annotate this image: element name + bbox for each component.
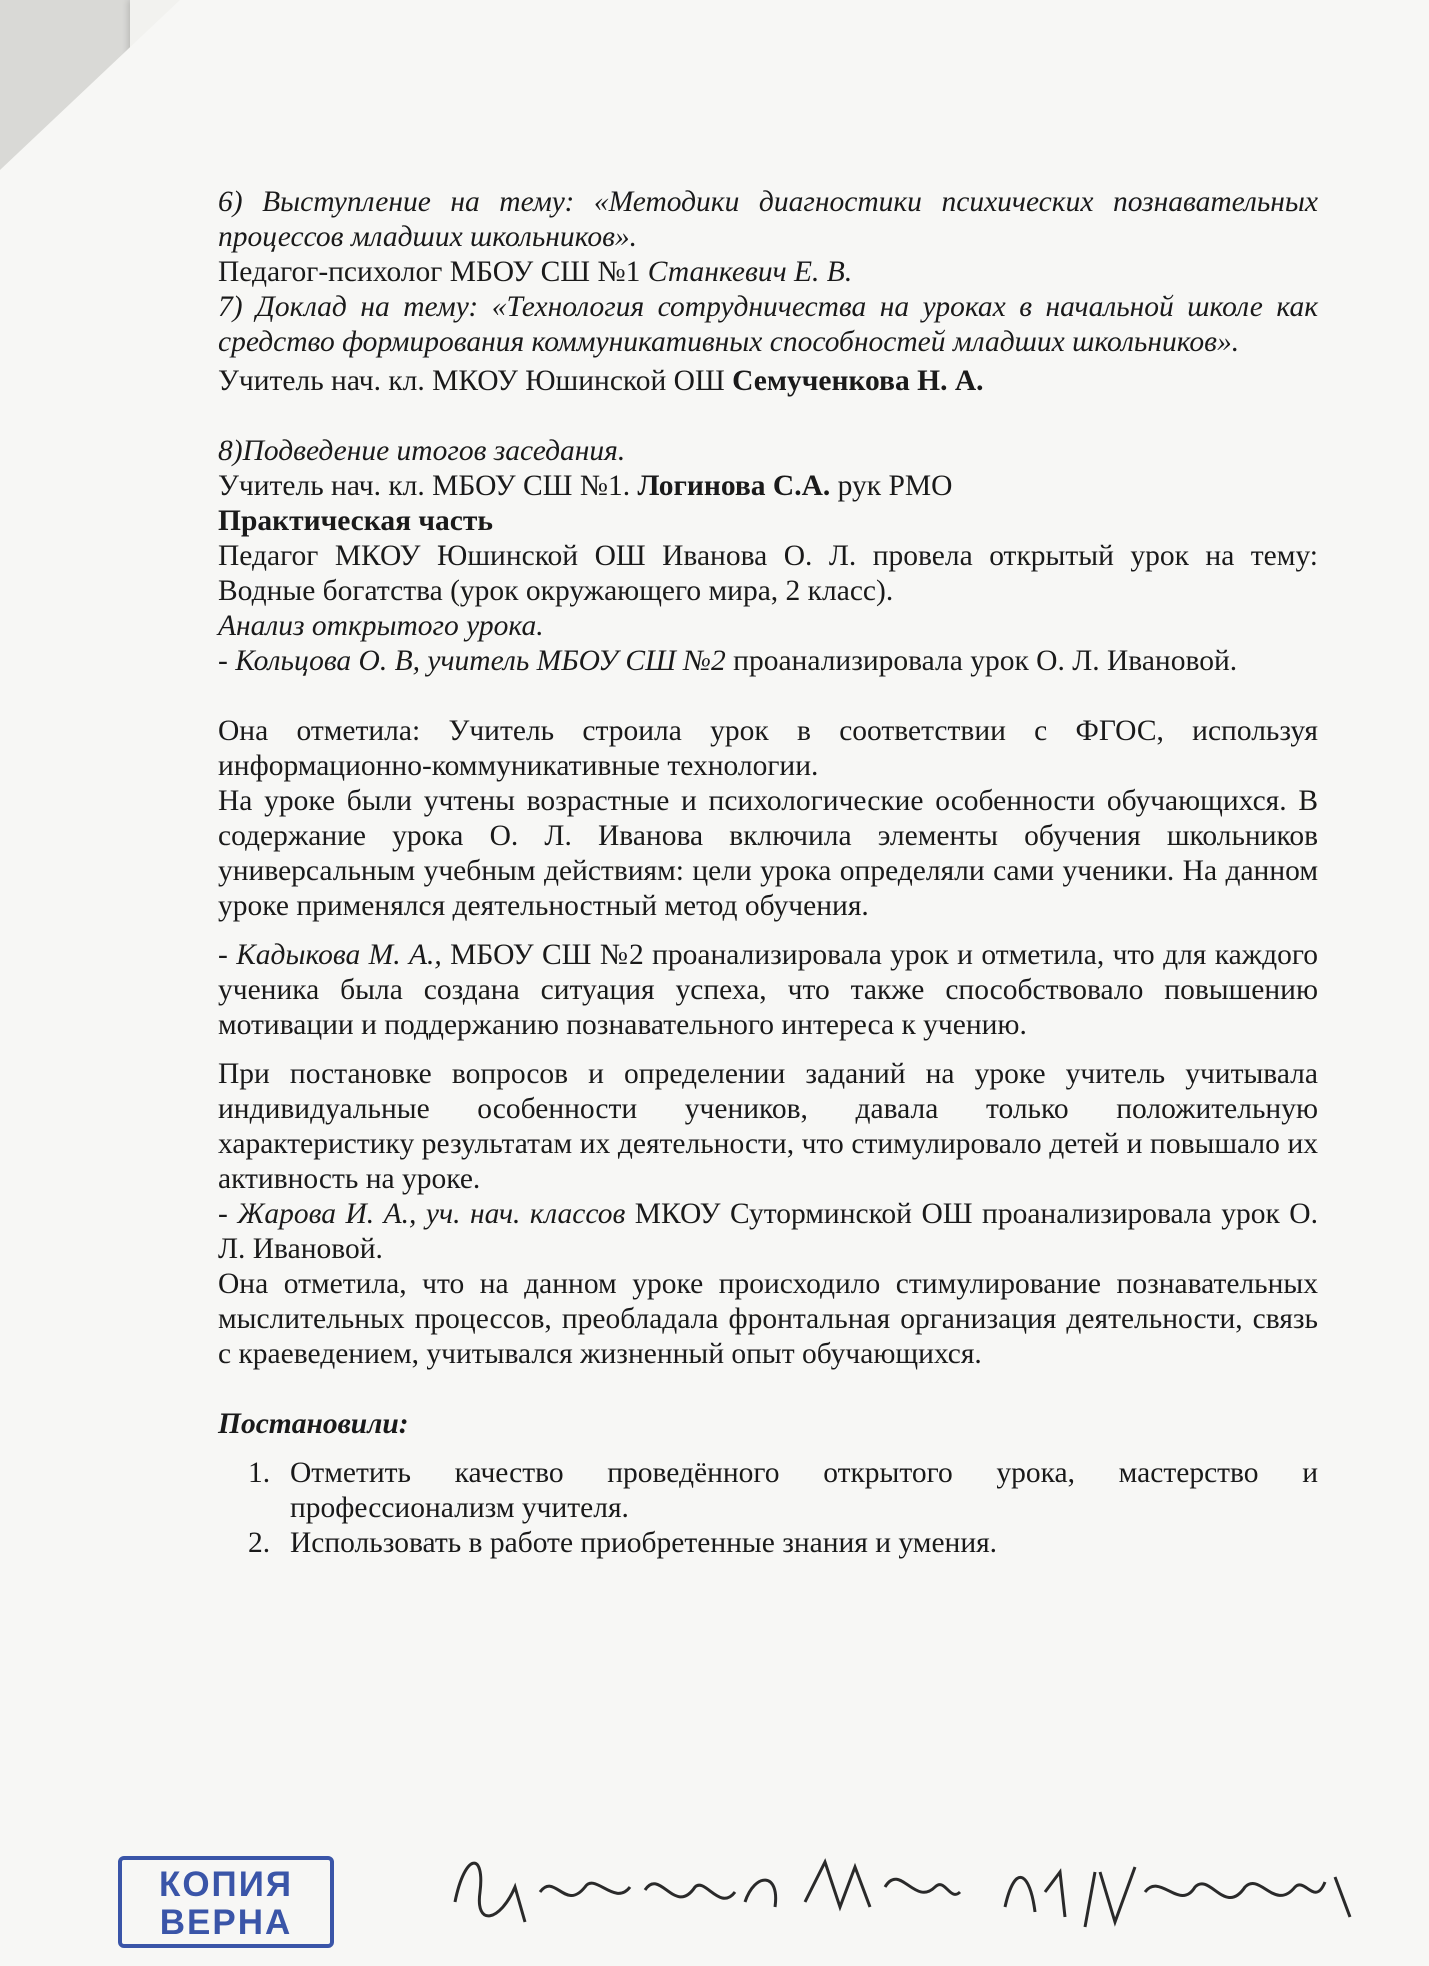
kadykova-note: При постановке вопросов и определении заданий на уроке учитель учитывала индивидуальные особенности учеников, давала только положительную характеристику результатам их деятельности, что стимулировало детей и повышало их активность на уроке.	[218, 1058, 1318, 1195]
list-item: 2. Использовать в работе приобретенные знания и умения.	[248, 1527, 998, 1559]
list-item: 1. Отметить качество проведённого открытого урока, мастерство и профессионализм учителя.	[248, 1457, 1318, 1524]
copy-certified-stamp: КОПИЯ ВЕРНА	[118, 1856, 334, 1948]
analysis-zharova: - Жарова И. А., уч. нач. классов МКОУ Суторминской ОШ проанализировала урок О. Л. Ивановой.	[218, 1198, 1318, 1265]
speaker-line-7: Учитель нач. кл. МКОУ Юшинской ОШ Семученкова Н. А.	[218, 365, 984, 397]
analysis-kadykova: - Кадыкова М. А., МБОУ СШ №2 проанализировала урок и отметила, что для каждого ученика была создана ситуация успеха, что также способствовало повышению мотивации и поддержанию познавательного интереса к учению.	[218, 939, 1318, 1041]
koltsova-note-2: На уроке были учтены возрастные и психологические особенности обучающихся. В содержание урока О. Л. Иванова включила элементы обучения школьников универсальным учебным действиям: цели урока определяли сами ученики. На данном уроке применялся деятельностный метод обучения.	[218, 785, 1318, 922]
agenda-item-6: 6) Выступление на тему: «Методики диагностики психических познавательных процессов младших школьников».	[218, 186, 1318, 253]
document-body	[218, 185, 1318, 1561]
analysis-koltsova: - Кольцова О. В, учитель МБОУ СШ №2 проанализировала урок О. Л. Ивановой.	[218, 645, 1238, 677]
open-lesson-info: Педагог МКОУ Юшинской ОШ Иванова О. Л. провела открытый урок на тему: Водные богатства (урок окружающего мира, 2 класс).	[218, 540, 1318, 607]
agenda-item-7: 7) Доклад на тему: «Технология сотрудничества на уроках в начальной школе как средство формирования коммуникативных способностей младших школьников».	[218, 291, 1318, 358]
speaker-line-6: Педагог-психолог МБОУ СШ №1 Станкевич Е. В.	[218, 256, 853, 288]
handwritten-signature	[445, 1832, 1375, 1952]
section-heading-practical: Практическая часть	[218, 505, 493, 537]
analysis-heading: Анализ открытого урока.	[218, 610, 544, 642]
zharova-note: Она отметила, что на данном уроке происходило стимулирование познавательных мыслительных процессов, преобладала фронтальная организация деятельности, связь с краеведением, учитывался жизненный опыт обучающихся.	[218, 1268, 1318, 1370]
resolution-heading: Постановили:	[218, 1408, 409, 1440]
agenda-item-8: 8)Подведение итогов заседания.	[218, 435, 626, 467]
koltsova-note-1: Она отметила: Учитель строила урок в соответствии с ФГОС, используя информационно-коммуникативные технологии.	[218, 715, 1318, 782]
resolution-list	[218, 1456, 1318, 1561]
speaker-line-8: Учитель нач. кл. МБОУ СШ №1. Логинова С.А. рук РМО	[218, 470, 953, 502]
